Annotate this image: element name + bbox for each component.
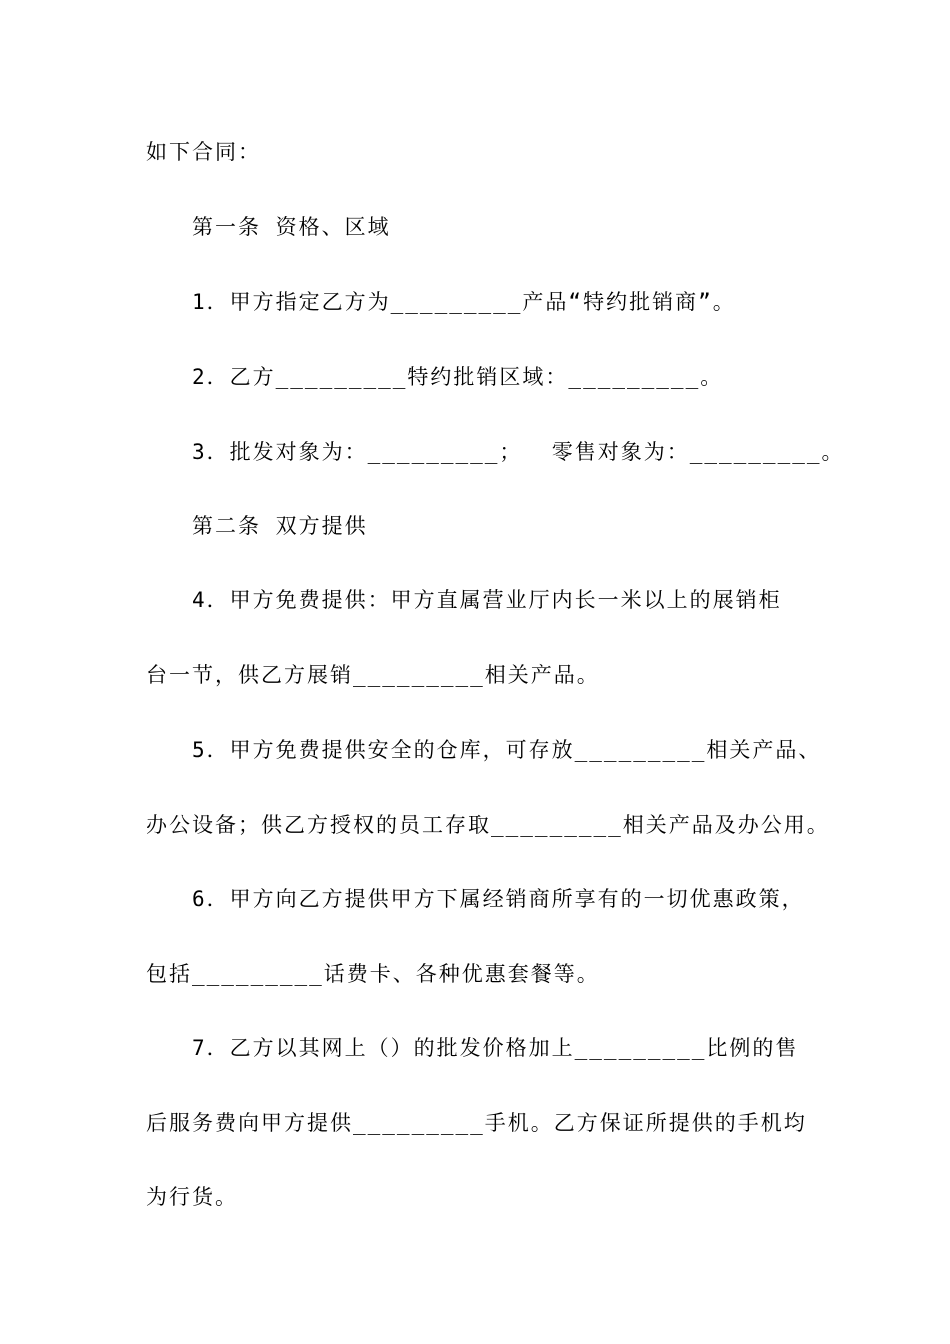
- clause-6-line-1: 6．甲方向乙方提供甲方下属经销商所享有的一切优惠政策，: [192, 887, 805, 911]
- clause-7-line-1: 7．乙方以其网上（）的批发价格加上_________比例的售: [192, 1036, 799, 1060]
- contract-intro-line: 如下合同：: [146, 140, 261, 164]
- article-1-heading: 第一条 资格、区域: [192, 215, 391, 239]
- clause-2: 2．乙方_________特约批销区域：_________。: [192, 365, 724, 389]
- clause-7-line-2: 后服务费向甲方提供_________手机。乙方保证所提供的手机均: [146, 1111, 807, 1135]
- clause-5-line-2: 办公设备；供乙方授权的员工存取_________相关产品及办公用。: [146, 813, 830, 837]
- clause-1: 1．甲方指定乙方为_________产品“特约批销商”。: [192, 290, 736, 314]
- article-2-heading: 第二条 双方提供: [192, 514, 368, 538]
- clause-3: 3．批发对象为：_________； 零售对象为：_________。: [192, 440, 845, 464]
- clause-6-line-2: 包括_________话费卡、各种优惠套餐等。: [146, 962, 600, 986]
- clause-4-line-2: 台一节，供乙方展销_________相关产品。: [146, 663, 600, 687]
- clause-7-line-3: 为行货。: [146, 1185, 238, 1209]
- clause-4-line-1: 4．甲方免费提供：甲方直属营业厅内长一米以上的展销柜: [192, 588, 782, 612]
- clause-5-line-1: 5．甲方免费提供安全的仓库，可存放_________相关产品、: [192, 738, 822, 762]
